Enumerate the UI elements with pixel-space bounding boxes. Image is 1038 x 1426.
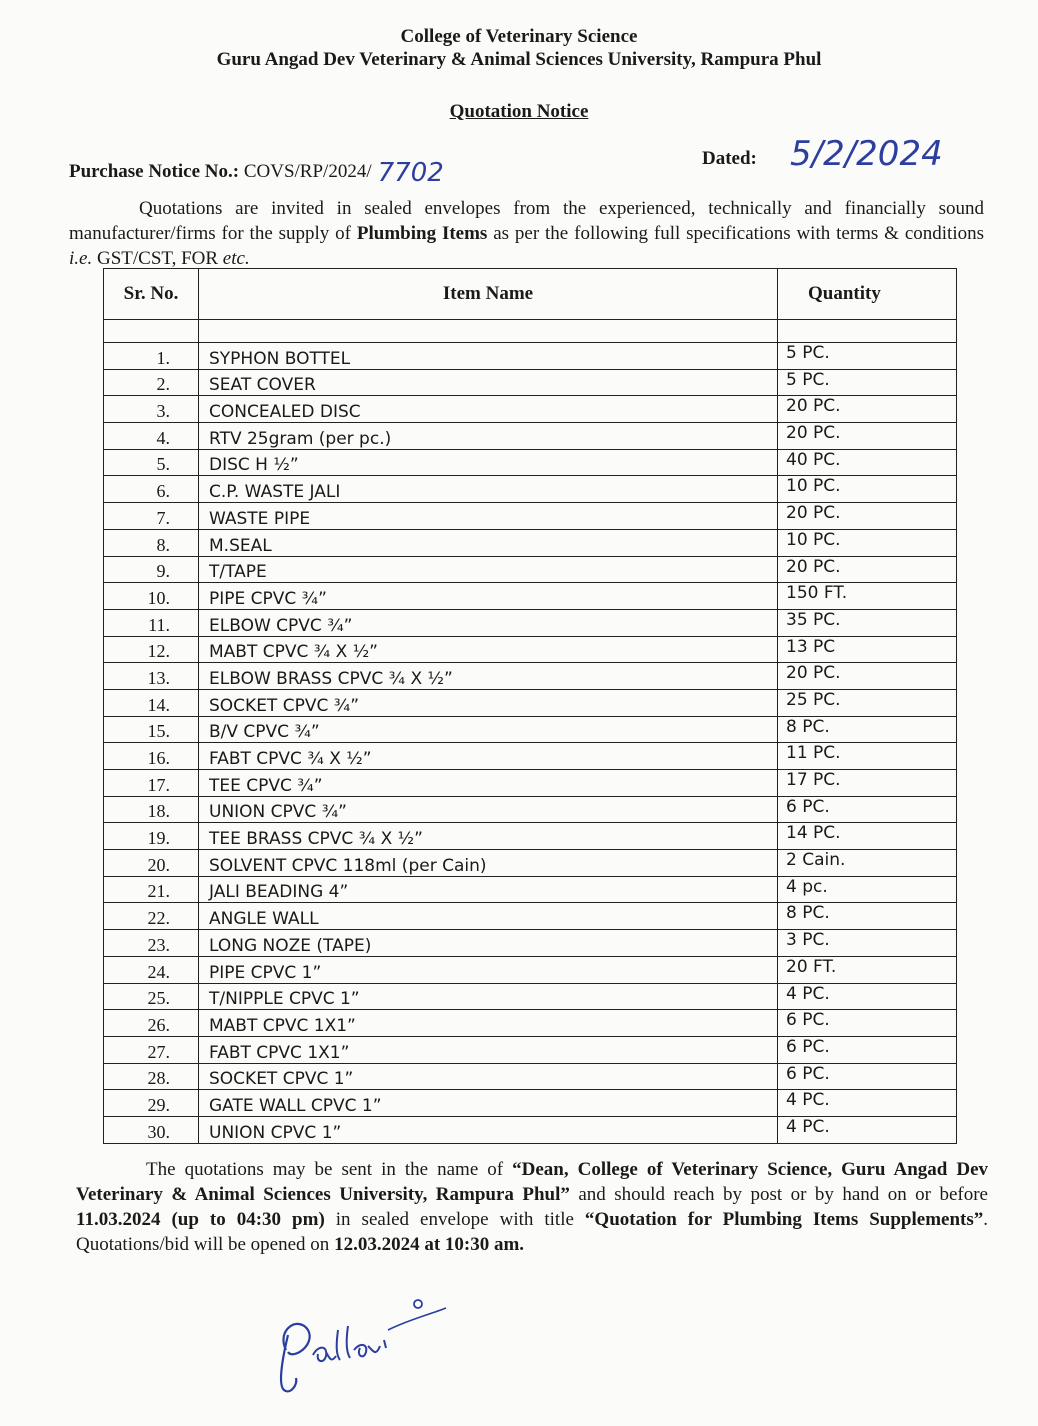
sr-no-cell: 6. <box>104 476 199 503</box>
quantity-cell: 8 PC. <box>778 716 957 743</box>
quantity-cell: 20 PC. <box>778 396 957 423</box>
sr-no-cell: 22. <box>104 903 199 930</box>
table-row <box>104 556 957 583</box>
sr-no-cell: 4. <box>104 423 199 450</box>
quantity-cell: 3 PC. <box>778 930 957 957</box>
table-header-row <box>104 269 957 320</box>
sr-no-cell: 12. <box>104 636 199 663</box>
table-row <box>104 743 957 770</box>
quantity-cell: 20 FT. <box>778 956 957 983</box>
item-name-cell: ELBOW CPVC ¾” <box>199 609 778 636</box>
intro-text-1: Quotations are invited in sealed envelopes from the experienced, technically and financially sound manufacturer/firms for the supply of <box>69 198 984 244</box>
sr-no-cell: 30. <box>104 1116 199 1143</box>
sr-no-cell: 2. <box>104 369 199 396</box>
item-name-cell: UNION CPVC ¾” <box>199 796 778 823</box>
quantity-cell: 10 PC. <box>778 476 957 503</box>
item-name-cell: LONG NOZE (TAPE) <box>199 930 778 957</box>
sr-no-cell: 18. <box>104 796 199 823</box>
intro-text-2: as per the following full specifications with terms & conditions <box>493 223 984 244</box>
closing-text-3: in sealed envelope with title <box>335 1209 574 1230</box>
sr-no-cell: 21. <box>104 876 199 903</box>
closing-addressee: “Dean, College of Veterinary Science, Guru Angad Dev Veterinary & Animal Sciences University, Rampura Phul” <box>76 1159 989 1205</box>
table-row <box>104 476 957 503</box>
dated-value: 5/2/2024 <box>790 134 943 174</box>
college-name: College of Veterinary Science <box>400 26 638 47</box>
table-row <box>104 796 957 823</box>
table-spacer-row <box>104 320 957 343</box>
sr-no-cell: 9. <box>104 556 199 583</box>
sr-no-cell: 11. <box>104 609 199 636</box>
quantity-cell: 20 PC. <box>778 503 957 530</box>
sr-no-cell: 26. <box>104 1010 199 1037</box>
item-name-cell: UNION CPVC 1” <box>199 1116 778 1143</box>
closing-deadline: 11.03.2024 (up to 04:30 pm) <box>76 1209 325 1230</box>
quantity-cell: 6 PC. <box>778 1036 957 1063</box>
sr-no-cell: 13. <box>104 663 199 690</box>
table-row <box>104 529 957 556</box>
table-row <box>104 583 957 610</box>
item-name-cell: MABT CPVC ¾ X ½” <box>199 636 778 663</box>
table-row <box>104 930 957 957</box>
item-name-cell: TEE BRASS CPVC ¾ X ½” <box>199 823 778 850</box>
quantity-cell: 4 pc. <box>778 876 957 903</box>
quantity-cell: 20 PC. <box>778 663 957 690</box>
item-name-cell: WASTE PIPE <box>199 503 778 530</box>
quantity-cell: 5 PC. <box>778 369 957 396</box>
sr-no-cell: 16. <box>104 743 199 770</box>
item-name-cell: SYPHON BOTTEL <box>199 343 778 370</box>
table-row <box>104 636 957 663</box>
intro-paragraph <box>69 196 984 271</box>
closing-text-4: . Quotations/bid will be opened on <box>76 1209 989 1255</box>
purchase-notice-number: 7702 <box>377 158 444 188</box>
intro-text-3: GST/CST, FOR <box>96 248 219 269</box>
item-name-cell: RTV 25gram (per pc.) <box>199 423 778 450</box>
item-name-cell: SOCKET CPVC ¾” <box>199 689 778 716</box>
intro-ie: i.e. <box>69 248 93 269</box>
item-name-cell: SEAT COVER <box>199 369 778 396</box>
quantity-cell: 4 PC. <box>778 1090 957 1117</box>
sr-no-cell: 7. <box>104 503 199 530</box>
sr-no-cell: 3. <box>104 396 199 423</box>
intro-bold: Plumbing Items <box>356 223 488 244</box>
item-name-cell: SOCKET CPVC 1” <box>199 1063 778 1090</box>
sr-no-cell: 25. <box>104 983 199 1010</box>
table-row <box>104 823 957 850</box>
purchase-notice-prefix: COVS/RP/2024/ <box>243 161 372 182</box>
quantity-cell: 11 PC. <box>778 743 957 770</box>
item-name-cell: SOLVENT CPVC 118ml (per Cain) <box>199 850 778 877</box>
item-name-cell: T/NIPPLE CPVC 1” <box>199 983 778 1010</box>
quantity-cell: 5 PC. <box>778 343 957 370</box>
closing-text-2: and should reach by post or by hand on or before <box>578 1184 988 1205</box>
closing-text-1: The quotations may be sent in the name of <box>146 1159 504 1180</box>
purchase-notice-label: Purchase Notice No.: <box>69 161 240 182</box>
table-row <box>104 716 957 743</box>
item-name-cell: GATE WALL CPVC 1” <box>199 1090 778 1117</box>
item-name-cell: CONCEALED DISC <box>199 396 778 423</box>
table-row <box>104 449 957 476</box>
table-row <box>104 903 957 930</box>
sr-no-cell: 24. <box>104 956 199 983</box>
sr-no-cell: 15. <box>104 716 199 743</box>
sr-no-cell: 23. <box>104 930 199 957</box>
quantity-cell: 6 PC. <box>778 796 957 823</box>
table-row <box>104 689 957 716</box>
table-row <box>104 609 957 636</box>
item-name-cell: DISC H ½” <box>199 449 778 476</box>
quantity-cell: 35 PC. <box>778 609 957 636</box>
item-name-cell: MABT CPVC 1X1” <box>199 1010 778 1037</box>
header-sr-no: Sr. No. <box>104 269 199 320</box>
quantity-cell: 8 PC. <box>778 903 957 930</box>
university-name: Guru Angad Dev Veterinary & Animal Sciences University, Rampura Phul <box>216 49 822 70</box>
item-name-cell: TEE CPVC ¾” <box>199 770 778 797</box>
table-row <box>104 343 957 370</box>
sr-no-cell: 20. <box>104 850 199 877</box>
table-row <box>104 396 957 423</box>
sr-no-cell: 5. <box>104 449 199 476</box>
quantity-cell: 4 PC. <box>778 1116 957 1143</box>
sr-no-cell: 27. <box>104 1036 199 1063</box>
sr-no-cell: 8. <box>104 529 199 556</box>
item-name-cell: PIPE CPVC ¾” <box>199 583 778 610</box>
item-name-cell: PIPE CPVC 1” <box>199 956 778 983</box>
header-item-name: Item Name <box>199 269 778 320</box>
table-body <box>104 320 957 1144</box>
quantity-cell: 17 PC. <box>778 770 957 797</box>
header-quantity: Quantity <box>778 269 957 320</box>
closing-paragraph <box>76 1157 988 1257</box>
notice-title: Quotation Notice <box>449 101 589 122</box>
table-row <box>104 876 957 903</box>
item-name-cell: FABT CPVC ¾ X ½” <box>199 743 778 770</box>
item-name-cell: B/V CPVC ¾” <box>199 716 778 743</box>
item-name-cell: T/TAPE <box>199 556 778 583</box>
quantity-cell: 14 PC. <box>778 823 957 850</box>
item-name-cell: M.SEAL <box>199 529 778 556</box>
sr-no-cell: 29. <box>104 1090 199 1117</box>
quantity-cell: 2 Cain. <box>778 850 957 877</box>
quantity-cell: 40 PC. <box>778 449 957 476</box>
item-name-cell: FABT CPVC 1X1” <box>199 1036 778 1063</box>
table-row <box>104 1063 957 1090</box>
table-row <box>104 1036 957 1063</box>
table-row <box>104 369 957 396</box>
quantity-cell: 20 PC. <box>778 423 957 450</box>
table-row <box>104 983 957 1010</box>
item-name-cell: ELBOW BRASS CPVC ¾ X ½” <box>199 663 778 690</box>
quantity-cell: 13 PC <box>778 636 957 663</box>
table-row <box>104 1010 957 1037</box>
table-row <box>104 956 957 983</box>
table-row <box>104 423 957 450</box>
table-row <box>104 1090 957 1117</box>
sr-no-cell: 28. <box>104 1063 199 1090</box>
sr-no-cell: 17. <box>104 770 199 797</box>
sr-no-cell: 19. <box>104 823 199 850</box>
purchase-notice-line <box>69 154 444 188</box>
table-row <box>104 503 957 530</box>
signature <box>268 1290 468 1400</box>
item-name-cell: C.P. WASTE JALI <box>199 476 778 503</box>
items-table <box>103 268 957 1144</box>
dated-label: Dated: <box>702 148 757 169</box>
quantity-cell: 20 PC. <box>778 556 957 583</box>
closing-opening: 12.03.2024 at 10:30 am. <box>334 1234 525 1255</box>
sr-no-cell: 14. <box>104 689 199 716</box>
quantity-cell: 25 PC. <box>778 689 957 716</box>
quantity-cell: 4 PC. <box>778 983 957 1010</box>
quantity-cell: 6 PC. <box>778 1010 957 1037</box>
sr-no-cell: 1. <box>104 343 199 370</box>
table-row <box>104 850 957 877</box>
item-name-cell: JALI BEADING 4” <box>199 876 778 903</box>
table-row <box>104 770 957 797</box>
quantity-cell: 10 PC. <box>778 529 957 556</box>
quantity-cell: 150 FT. <box>778 583 957 610</box>
quantity-cell: 6 PC. <box>778 1063 957 1090</box>
table-row <box>104 663 957 690</box>
intro-etc: etc. <box>222 248 250 269</box>
closing-title: “Quotation for Plumbing Items Supplements” <box>584 1209 984 1230</box>
table-row <box>104 1116 957 1143</box>
item-name-cell: ANGLE WALL <box>199 903 778 930</box>
sr-no-cell: 10. <box>104 583 199 610</box>
